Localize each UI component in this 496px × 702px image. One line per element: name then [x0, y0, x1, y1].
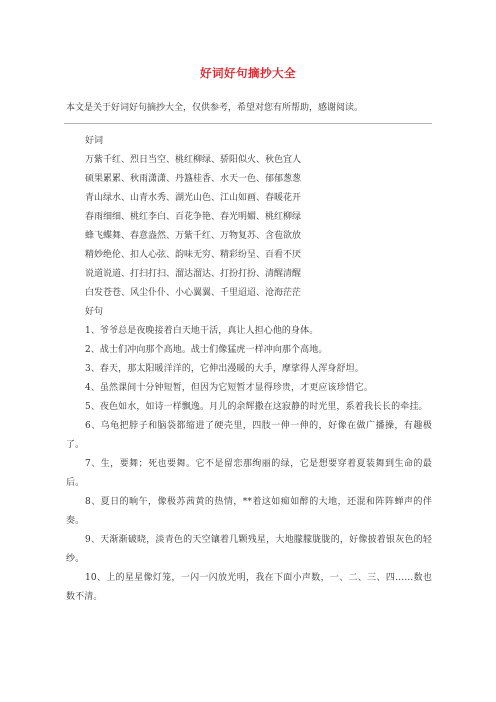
sentence-item: 9、天渐渐破晓，淡青色的天空镶着几颗残星，大地朦朦胧胧的，好像披着银灰色的轻纱。 — [66, 535, 432, 564]
sentence-item: 7、生，要舞；死也要舞。它不是留恋那绚丽的绿，它是想要穿着夏装舞到生命的最后。 — [66, 459, 432, 488]
word-line: 蜂飞蝶舞、春意盎然、万紫千红、万物复苏、含苞欲放 — [85, 231, 302, 241]
sentence-item: 6、乌龟把脖子和脑袋都缩进了硬壳里，四肢一伸一伸的，好像在做广播操，有趣极了。 — [66, 421, 432, 450]
word-line: 白发苍苍、风尘仆仆、小心翼翼、千里迢迢、沧海茫茫 — [85, 288, 302, 298]
document-title: 好词好句摘抄大全 — [200, 66, 296, 80]
sentence-item: 3、春天，那太阳暖洋洋的，它伸出漫暖的大手，摩挲得人浑身舒坦。 — [85, 364, 364, 374]
sentence-item: 2、战士们冲向那个高地。战士们像猛虎一样冲向那个高地。 — [85, 345, 328, 355]
document-body — [66, 132, 432, 607]
sentence-item: 5、夜色如水，如诗一样飘逸。月儿的余辉撒在这寂静的时光里，系着我长长的牵挂。 — [85, 402, 428, 412]
sentence-item: 10、上的星星像灯笼，一闪一闪放光明，我在下面小声数，一、二、三、四……数也数不清。 — [66, 573, 432, 602]
word-line: 万紫千红、烈日当空、桃红柳绿、骄阳似火、秋色宜人 — [85, 155, 302, 165]
sentence-item: 1、爷爷总是夜晚接着白天地干活，真让人担心他的身体。 — [85, 326, 319, 336]
sentence-item: 4、虽然课间十分钟短暂，但因为它短暂才显得珍贵，才更应该珍惜它。 — [85, 383, 373, 393]
word-line: 精妙绝伦、扣人心弦、韵味无穷、精彩纷呈、百看不厌 — [85, 250, 302, 260]
section-heading-words: 好词 — [85, 136, 104, 146]
intro-text: 本文是关于好词好句摘抄大全，仅供参考，希望对您有所帮助，感谢阅读。 — [66, 103, 364, 113]
sentence-item: 8、夏日的晌午，像极苏茜黄的热情，**着这如痴如醉的大地，还混和阵阵蝉声的伴奏。 — [66, 497, 432, 526]
word-line: 青山绿水、山青水秀、湖光山色、江山如画、春暖花开 — [85, 193, 302, 203]
divider-line — [64, 123, 432, 124]
word-line: 硕果累累、秋雨潇潇、丹簋桂香、水天一色、郁郁葱葱 — [85, 174, 302, 184]
word-line: 春雨细细、桃红李白、百花争艳、春光明媚、桃红柳绿 — [85, 212, 302, 222]
word-line: 说道说道、打扫打扫、溜达溜达、打扮打扮、清醒清醒 — [85, 269, 302, 279]
section-heading-sentences: 好句 — [85, 307, 104, 317]
